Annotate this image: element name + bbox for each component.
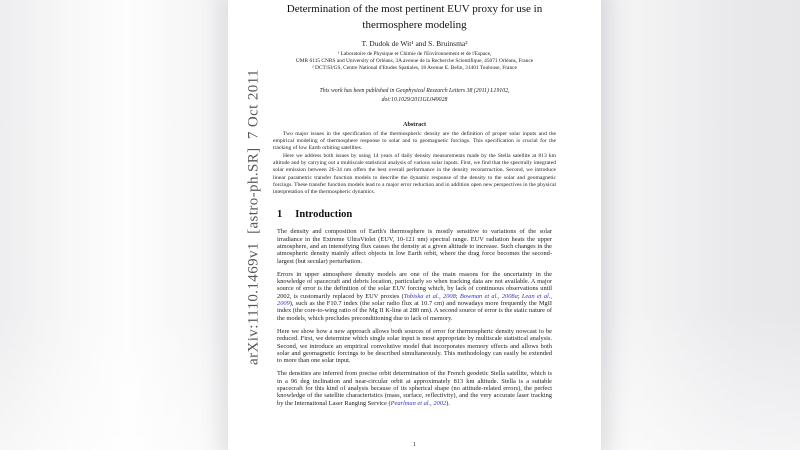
section-number: 1 <box>277 209 283 221</box>
citation-link[interactable]: Lean et al., 2009 <box>277 292 552 308</box>
citation-link[interactable]: Tobiska et al., 2008 <box>403 292 456 300</box>
abstract-paragraph: Two major issues in the specification of the thermospheric density are the definition of proper solar inputs and the empirical modeling of thermosphere response to solar and to geomagnetic forcings. This specification is crucial for the tracking of low Earth orbiting satellites. <box>273 130 556 152</box>
paper-content <box>273 0 556 450</box>
arxiv-stamp: arXiv:1110.1469v1 [astro-ph.SR] 7 Oct 2011 <box>245 69 262 365</box>
abstract-paragraph: Here we address both issues by using 14 years of daily density measurements made by the Stella satellite at 813 km altitude and by carrying out a multiscale statistical analysis of various solar inputs. First, we find that the spectrally integrated solar emission between 26-34 nm offers the best overall performance in the density reconstruction. Second, we introduce linear parametric transfer function models to describe the dynamic response of the density to the solar and geomagnetic forcings. These transfer function models lead to a major error reduction and in addition open new perspectives in the physical interpretation of the thermospheric dynamics. <box>273 152 556 196</box>
paragraph-text: ; <box>517 292 522 300</box>
published-note-doi: doi:10.1029/2011GL049028 <box>381 97 448 104</box>
body-paragraph <box>277 271 552 322</box>
body-paragraph <box>277 228 552 264</box>
paper-title-line: Determination of the most pertinent EUV proxy for use in <box>286 3 543 15</box>
paper-title-line: thermosphere modeling <box>362 18 467 31</box>
paragraph-text: Errors in upper atmosphere density models are one of the main reasons for the uncertainty in the knowledge of spacecraft and debris location, particularly so when tracking data are not available. A major source of error is the definition of the solar EUV forcing which, by lack of continuous observations until 2002, is customarily replaced by EUV proxies ( <box>277 270 552 300</box>
citation-link[interactable]: Pearlman et al., 2002 <box>390 399 447 407</box>
section-heading <box>277 209 552 220</box>
published-note <box>277 87 552 106</box>
paragraph-text: ). <box>446 399 450 407</box>
citation-link[interactable]: Bowman et al., 2008a <box>459 292 518 300</box>
affiliation-line: ¹ Laboratoire de Physique et Chimie de l'Environnement et de l'Espace, <box>337 51 492 57</box>
body-paragraph <box>277 328 552 364</box>
paragraph-text: The densities are inferred from precise orbit determination of the French geodetic Stella satellite, which is in a 96 deg inclination and near-circular orbit at approximately 813 km altitude. Stella is a suitable spacecraft for this kind of analysis because of its spherical shape (no attitude-related errors), the perfect knowledge of the satellite characteristics (mass, surface, reflectivity), and the very accurate laser tracking by the International Laser Ranging Service ( <box>277 370 552 407</box>
page-number: 1 <box>412 441 417 448</box>
section-title: Introduction <box>295 209 353 221</box>
abstract-heading: Abstract <box>402 120 427 128</box>
paper-title <box>277 0 552 33</box>
affiliation-line: UMR 6115 CNRS and University of Orléans, 3A avenue de la Recherche Scientifique, 45071 Orléans, France <box>295 57 534 64</box>
affiliation-line: ² DCT/SI/GS, Centre National d'Etudes Spatiales, 18 Avenue E. Belin, 31401 Toulouse, France <box>312 64 517 71</box>
paragraph-text: ), such as the F10.7 index (the solar radio flux at 10.7 cm) and nowadays more frequently the MgII index (the core-to-wing ratio of the Mg II K-line at 280 nm). A second source of error is the static nature of the models, which precludes preconditioning due to lack of memory. <box>277 300 552 322</box>
body-paragraph <box>277 370 552 406</box>
paragraph-text: The density and composition of Earth's thermosphere is mostly sensitive to variations of the solar irradiance in the Extreme UltraViolet (EUV, 10-121 nm) spectral range. EUV radiation heats the upper atmosphere, and an intensifying flux causes the density at a given altitude to increase. Such changes in the atmospheric density mainly affect objects in low Earth orbit, where the drag force becomes the second-largest (but secular) perturbation. <box>277 228 552 265</box>
paragraph-text: ; <box>455 292 460 300</box>
paragraph-text: Here we show how a new approach allows both sources of error for thermospheric density nowcast to be reduced. First, we determine which single solar input is most appropriate by multiscale statistical analysis. Second, we introduce an empirical convolutive model that incorporates memory effects and allows both solar and geomagnetic forcings to be described simultaneously. This methodology can easily be extended to more than one solar input. <box>277 327 552 365</box>
published-note-line: This work has been published in Geophysical Research Letters 38 (2011) L19102, <box>319 87 510 94</box>
authors-line: T. Dudok de Wit¹ and S. Bruinsma² <box>361 39 468 48</box>
paper-page <box>228 0 601 450</box>
